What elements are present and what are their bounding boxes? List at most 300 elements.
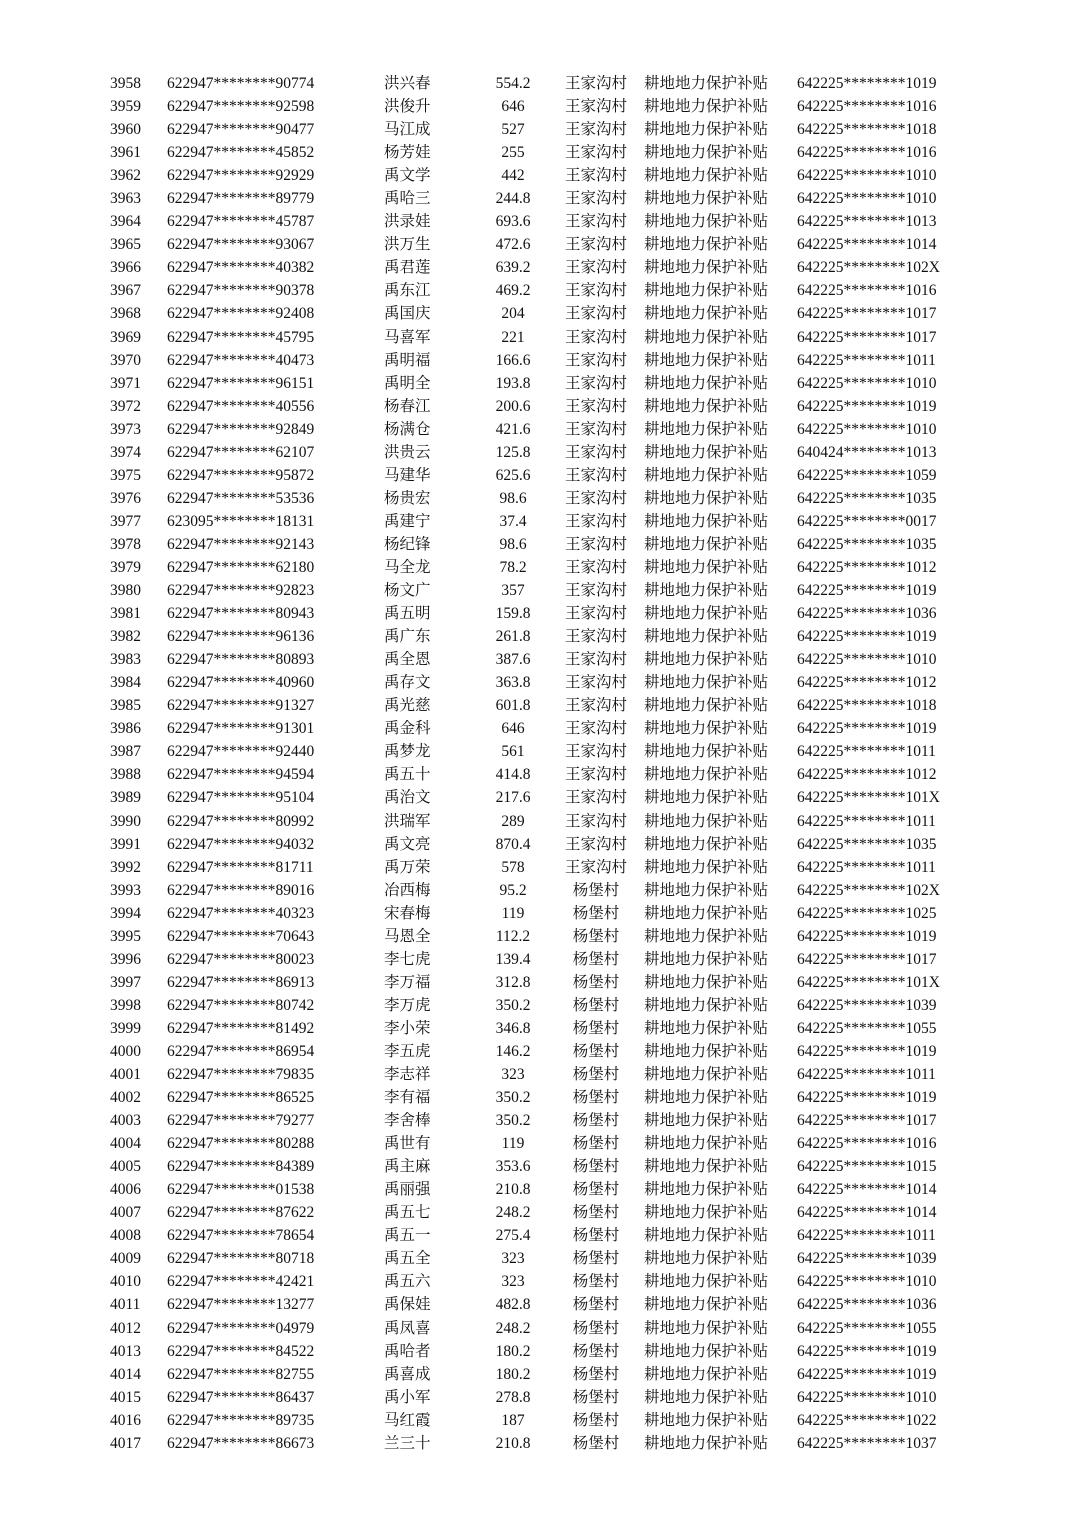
row-number: 3970 bbox=[110, 351, 141, 369]
subsidy-type: 耕地地力保护补贴 bbox=[644, 605, 769, 623]
subsidy-type: 耕地地力保护补贴 bbox=[644, 1112, 769, 1130]
bank-account: 622947********86954 bbox=[167, 1042, 315, 1060]
farmer-name: 禹治文 bbox=[384, 789, 431, 807]
farmer-name: 禹文亮 bbox=[384, 835, 431, 853]
subsidy-amount: 350.2 bbox=[495, 1112, 531, 1130]
row-number: 3991 bbox=[110, 835, 141, 853]
subsidy-type: 耕地地力保护补贴 bbox=[644, 881, 769, 899]
row-number: 4016 bbox=[110, 1411, 141, 1429]
id-number: 642225********1016 bbox=[797, 98, 937, 116]
row-number: 3960 bbox=[110, 121, 141, 139]
row-number: 3962 bbox=[110, 167, 141, 185]
farmer-name: 马建华 bbox=[384, 466, 431, 484]
table-row bbox=[0, 948, 1074, 971]
farmer-name: 洪兴春 bbox=[384, 75, 431, 92]
bank-account: 622947********40382 bbox=[167, 259, 315, 277]
farmer-name: 禹五十 bbox=[384, 766, 431, 784]
subsidy-amount: 357 bbox=[501, 582, 525, 600]
village-name: 王家沟村 bbox=[564, 582, 627, 600]
id-number: 642225********1014 bbox=[797, 1204, 937, 1222]
id-number: 642225********1012 bbox=[797, 674, 937, 692]
subsidy-amount: 554.2 bbox=[495, 75, 531, 92]
bank-account: 622947********13277 bbox=[167, 1296, 315, 1314]
row-number: 3998 bbox=[110, 996, 141, 1014]
table-row bbox=[0, 1040, 1074, 1063]
id-number: 642225********102X bbox=[797, 881, 940, 899]
farmer-name: 杨纪锋 bbox=[384, 535, 431, 553]
id-number: 642225********1011 bbox=[797, 1066, 936, 1084]
bank-account: 622947********89016 bbox=[167, 881, 315, 899]
farmer-name: 禹全恩 bbox=[384, 651, 431, 669]
table-row bbox=[0, 1224, 1074, 1247]
subsidy-amount: 289 bbox=[501, 812, 525, 830]
subsidy-type: 耕地地力保护补贴 bbox=[644, 858, 769, 876]
subsidy-type: 耕地地力保护补贴 bbox=[644, 835, 769, 853]
table-row bbox=[0, 879, 1074, 902]
subsidy-amount: 278.8 bbox=[495, 1388, 531, 1406]
table-row bbox=[0, 833, 1074, 856]
subsidy-type: 耕地地力保护补贴 bbox=[644, 282, 769, 300]
village-name: 王家沟村 bbox=[564, 512, 627, 530]
farmer-name: 禹五一 bbox=[384, 1227, 431, 1245]
subsidy-type: 耕地地力保护补贴 bbox=[644, 1089, 769, 1107]
row-number: 4013 bbox=[110, 1342, 141, 1360]
subsidy-type: 耕地地力保护补贴 bbox=[644, 512, 769, 530]
subsidy-amount: 350.2 bbox=[495, 1089, 531, 1107]
table-row bbox=[0, 395, 1074, 418]
row-number: 4003 bbox=[110, 1112, 141, 1130]
id-number: 642225********1017 bbox=[797, 950, 937, 968]
bank-account: 622947********93067 bbox=[167, 236, 315, 254]
subsidy-type: 耕地地力保护补贴 bbox=[644, 1388, 769, 1406]
id-number: 642225********1037 bbox=[797, 1434, 937, 1452]
table-row bbox=[0, 279, 1074, 302]
subsidy-type: 耕地地力保护补贴 bbox=[644, 904, 769, 922]
farmer-name: 李七虎 bbox=[384, 950, 431, 968]
village-name: 王家沟村 bbox=[564, 282, 627, 300]
subsidy-amount: 363.8 bbox=[495, 674, 531, 692]
subsidy-amount: 221 bbox=[501, 328, 525, 346]
bank-account: 622947********45795 bbox=[167, 328, 315, 346]
subsidy-amount: 646 bbox=[501, 98, 525, 116]
farmer-name: 李志祥 bbox=[384, 1066, 431, 1084]
subsidy-type: 耕地地力保护补贴 bbox=[644, 420, 769, 438]
row-number: 3975 bbox=[110, 466, 141, 484]
village-name: 王家沟村 bbox=[564, 835, 627, 853]
id-number: 642225********1055 bbox=[797, 1019, 937, 1037]
id-number: 642225********1017 bbox=[797, 305, 937, 323]
bank-account: 622947********94594 bbox=[167, 766, 315, 784]
village-name: 王家沟村 bbox=[564, 305, 627, 323]
subsidy-type: 耕地地力保护补贴 bbox=[644, 558, 769, 576]
bank-account: 622947********92143 bbox=[167, 535, 315, 553]
subsidy-type: 耕地地力保护补贴 bbox=[644, 789, 769, 807]
farmer-name: 杨芳娃 bbox=[384, 144, 431, 162]
row-number: 3973 bbox=[110, 420, 141, 438]
village-name: 王家沟村 bbox=[564, 213, 627, 231]
village-name: 杨堡村 bbox=[572, 1250, 620, 1268]
row-number: 3981 bbox=[110, 605, 141, 623]
row-number: 3964 bbox=[110, 213, 141, 231]
table-row bbox=[0, 1109, 1074, 1132]
id-number: 642225********1015 bbox=[797, 1158, 937, 1176]
row-number: 4004 bbox=[110, 1135, 141, 1153]
bank-account: 622947********45852 bbox=[167, 144, 315, 162]
id-number: 642225********1019 bbox=[797, 720, 937, 738]
table-row bbox=[0, 902, 1074, 925]
subsidy-amount: 353.6 bbox=[495, 1158, 531, 1176]
bank-account: 622947********86913 bbox=[167, 973, 315, 991]
village-name: 杨堡村 bbox=[572, 1365, 620, 1383]
id-number: 642225********1011 bbox=[797, 351, 936, 369]
subsidy-amount: 119 bbox=[501, 1135, 525, 1153]
village-name: 杨堡村 bbox=[572, 1227, 620, 1245]
subsidy-amount: 210.8 bbox=[495, 1181, 531, 1199]
farmer-name: 禹哈三 bbox=[384, 190, 431, 208]
table-row bbox=[0, 763, 1074, 786]
bank-account: 622947********92929 bbox=[167, 167, 315, 185]
village-name: 杨堡村 bbox=[572, 1388, 620, 1406]
bank-account: 622947********79835 bbox=[167, 1066, 315, 1084]
row-number: 3995 bbox=[110, 927, 141, 945]
subsidy-amount: 561 bbox=[501, 743, 525, 761]
id-number: 642225********1019 bbox=[797, 1042, 937, 1060]
subsidy-type: 耕地地力保护补贴 bbox=[644, 1227, 769, 1245]
village-name: 王家沟村 bbox=[564, 75, 627, 92]
row-number: 3974 bbox=[110, 443, 141, 461]
row-number: 4005 bbox=[110, 1158, 141, 1176]
subsidy-type: 耕地地力保护补贴 bbox=[644, 996, 769, 1014]
table-row bbox=[0, 349, 1074, 372]
village-name: 杨堡村 bbox=[572, 1273, 620, 1291]
subsidy-type: 耕地地力保护补贴 bbox=[644, 1411, 769, 1429]
bank-account: 622947********80288 bbox=[167, 1135, 315, 1153]
village-name: 杨堡村 bbox=[572, 1434, 620, 1452]
table-row bbox=[0, 925, 1074, 948]
row-number: 3976 bbox=[110, 489, 141, 507]
id-number: 642225********1010 bbox=[797, 167, 937, 185]
bank-account: 622947********92849 bbox=[167, 420, 315, 438]
subsidy-amount: 244.8 bbox=[495, 190, 531, 208]
subsidy-type: 耕地地力保护补贴 bbox=[644, 213, 769, 231]
table-row bbox=[0, 1155, 1074, 1178]
farmer-name: 冶西梅 bbox=[384, 881, 431, 899]
farmer-name: 禹明福 bbox=[384, 351, 431, 369]
bank-account: 622947********40473 bbox=[167, 351, 315, 369]
subsidy-amount: 870.4 bbox=[495, 835, 531, 853]
farmer-name: 宋春梅 bbox=[384, 904, 431, 922]
farmer-name: 马全龙 bbox=[384, 558, 431, 576]
village-name: 王家沟村 bbox=[564, 720, 627, 738]
village-name: 王家沟村 bbox=[564, 489, 627, 507]
farmer-name: 李舍棒 bbox=[384, 1112, 431, 1130]
farmer-name: 洪瑞军 bbox=[384, 812, 431, 830]
farmer-name: 禹喜成 bbox=[384, 1365, 431, 1383]
subsidy-type: 耕地地力保护补贴 bbox=[644, 351, 769, 369]
row-number: 4015 bbox=[110, 1388, 141, 1406]
village-name: 王家沟村 bbox=[564, 466, 627, 484]
id-number: 642225********1010 bbox=[797, 420, 937, 438]
table-row bbox=[0, 1317, 1074, 1340]
row-number: 4011 bbox=[110, 1296, 141, 1314]
subsidy-type: 耕地地力保护补贴 bbox=[644, 328, 769, 346]
subsidy-type: 耕地地力保护补贴 bbox=[644, 144, 769, 162]
bank-account: 622947********80023 bbox=[167, 950, 315, 968]
subsidy-amount: 119 bbox=[501, 904, 525, 922]
subsidy-type: 耕地地力保护补贴 bbox=[644, 674, 769, 692]
farmer-name: 李五虎 bbox=[384, 1042, 431, 1060]
subsidy-type: 耕地地力保护补贴 bbox=[644, 1250, 769, 1268]
id-number: 642225********0017 bbox=[797, 512, 937, 530]
table-row bbox=[0, 1409, 1074, 1432]
farmer-name: 禹五七 bbox=[384, 1204, 431, 1222]
id-number: 642225********102X bbox=[797, 259, 940, 277]
farmer-name: 洪万生 bbox=[384, 236, 431, 254]
subsidy-type: 耕地地力保护补贴 bbox=[644, 720, 769, 738]
subsidy-type: 耕地地力保护补贴 bbox=[644, 1273, 769, 1291]
farmer-name: 禹君莲 bbox=[384, 259, 431, 277]
subsidy-amount: 578 bbox=[501, 858, 525, 876]
village-name: 王家沟村 bbox=[564, 628, 627, 646]
table-row bbox=[0, 510, 1074, 533]
subsidy-type: 耕地地力保护补贴 bbox=[644, 466, 769, 484]
row-number: 3990 bbox=[110, 812, 141, 830]
bank-account: 622947********92598 bbox=[167, 98, 315, 116]
village-name: 杨堡村 bbox=[572, 996, 620, 1014]
village-name: 王家沟村 bbox=[564, 121, 627, 139]
bank-account: 622947********80992 bbox=[167, 812, 315, 830]
id-number: 642225********1011 bbox=[797, 1227, 936, 1245]
table-row bbox=[0, 1063, 1074, 1086]
farmer-name: 禹五六 bbox=[384, 1273, 431, 1291]
subsidy-amount: 693.6 bbox=[495, 213, 531, 231]
village-name: 杨堡村 bbox=[572, 1089, 620, 1107]
id-number: 642225********1010 bbox=[797, 1388, 937, 1406]
subsidy-amount: 255 bbox=[501, 144, 525, 162]
bank-account: 622947********87622 bbox=[167, 1204, 315, 1222]
id-number: 642225********1025 bbox=[797, 904, 937, 922]
table-row bbox=[0, 1363, 1074, 1386]
farmer-name: 洪贵云 bbox=[384, 443, 431, 461]
row-number: 4017 bbox=[110, 1434, 141, 1452]
subsidy-type: 耕地地力保护补贴 bbox=[644, 1342, 769, 1360]
row-number: 4009 bbox=[110, 1250, 141, 1268]
subsidy-type: 耕地地力保护补贴 bbox=[644, 489, 769, 507]
farmer-name: 杨贵宏 bbox=[384, 489, 431, 507]
farmer-name: 禹明全 bbox=[384, 374, 431, 392]
farmer-name: 马江成 bbox=[384, 121, 431, 139]
id-number: 642225********1012 bbox=[797, 558, 937, 576]
row-number: 3982 bbox=[110, 628, 141, 646]
id-number: 642225********1019 bbox=[797, 75, 937, 92]
id-number: 642225********1013 bbox=[797, 213, 937, 231]
id-number: 642225********1055 bbox=[797, 1319, 937, 1337]
subsidy-amount: 159.8 bbox=[495, 605, 531, 623]
subsidy-type: 耕地地力保护补贴 bbox=[644, 651, 769, 669]
subsidy-amount: 248.2 bbox=[495, 1319, 531, 1337]
bank-account: 622947********62180 bbox=[167, 558, 315, 576]
village-name: 王家沟村 bbox=[564, 535, 627, 553]
table-row bbox=[0, 1086, 1074, 1109]
bank-account: 622947********82755 bbox=[167, 1365, 315, 1383]
bank-account: 622947********90774 bbox=[167, 75, 315, 92]
subsidy-type: 耕地地力保护补贴 bbox=[644, 1319, 769, 1337]
table-row bbox=[0, 233, 1074, 256]
farmer-name: 洪俊升 bbox=[384, 98, 431, 116]
table-row bbox=[0, 1201, 1074, 1224]
village-name: 杨堡村 bbox=[572, 1204, 620, 1222]
subsidy-amount: 639.2 bbox=[495, 259, 531, 277]
id-number: 642225********1019 bbox=[797, 1342, 937, 1360]
table-row bbox=[0, 302, 1074, 325]
subsidy-amount: 414.8 bbox=[495, 766, 531, 784]
subsidy-type: 耕地地力保护补贴 bbox=[644, 1181, 769, 1199]
village-name: 王家沟村 bbox=[564, 259, 627, 277]
bank-account: 622947********70643 bbox=[167, 927, 315, 945]
village-name: 王家沟村 bbox=[564, 605, 627, 623]
subsidy-type: 耕地地力保护补贴 bbox=[644, 167, 769, 185]
bank-account: 622947********80718 bbox=[167, 1250, 315, 1268]
id-number: 642225********1010 bbox=[797, 374, 937, 392]
subsidy-amount: 248.2 bbox=[495, 1204, 531, 1222]
table-row bbox=[0, 256, 1074, 279]
village-name: 杨堡村 bbox=[572, 881, 620, 899]
row-number: 3965 bbox=[110, 236, 141, 254]
table-row bbox=[0, 72, 1074, 95]
farmer-name: 禹建宁 bbox=[384, 512, 431, 530]
farmer-name: 马红霞 bbox=[384, 1411, 431, 1429]
farmer-name: 禹世有 bbox=[384, 1135, 431, 1153]
farmer-name: 洪录娃 bbox=[384, 213, 431, 231]
row-number: 3989 bbox=[110, 789, 141, 807]
subsidy-amount: 646 bbox=[501, 720, 525, 738]
village-name: 杨堡村 bbox=[572, 1019, 620, 1037]
table-row bbox=[0, 740, 1074, 763]
bank-account: 622947********40556 bbox=[167, 397, 315, 415]
row-number: 3958 bbox=[110, 75, 141, 92]
bank-account: 622947********96136 bbox=[167, 628, 315, 646]
row-number: 3994 bbox=[110, 904, 141, 922]
bank-account: 622947********62107 bbox=[167, 443, 315, 461]
id-number: 642225********1016 bbox=[797, 144, 937, 162]
subsidy-amount: 387.6 bbox=[495, 651, 531, 669]
bank-account: 622947********40960 bbox=[167, 674, 315, 692]
subsidy-amount: 472.6 bbox=[495, 236, 531, 254]
subsidy-amount: 421.6 bbox=[495, 420, 531, 438]
subsidy-type: 耕地地力保护补贴 bbox=[644, 236, 769, 254]
bank-account: 622947********80742 bbox=[167, 996, 315, 1014]
subsidy-type: 耕地地力保护补贴 bbox=[644, 305, 769, 323]
id-number: 642225********1016 bbox=[797, 282, 937, 300]
id-number: 642225********1019 bbox=[797, 927, 937, 945]
table-row bbox=[0, 1132, 1074, 1155]
id-number: 642225********1011 bbox=[797, 743, 936, 761]
row-number: 3971 bbox=[110, 374, 141, 392]
subsidy-type: 耕地地力保护补贴 bbox=[644, 812, 769, 830]
row-number: 3987 bbox=[110, 743, 141, 761]
table-row bbox=[0, 671, 1074, 694]
table-row bbox=[0, 464, 1074, 487]
bank-account: 622947********81492 bbox=[167, 1019, 315, 1037]
subsidy-amount: 37.4 bbox=[499, 512, 527, 530]
subsidy-type: 耕地地力保护补贴 bbox=[644, 535, 769, 553]
bank-account: 622947********91327 bbox=[167, 697, 315, 715]
row-number: 4010 bbox=[110, 1273, 141, 1291]
table-row bbox=[0, 971, 1074, 994]
id-number: 642225********1035 bbox=[797, 835, 937, 853]
table-row bbox=[0, 141, 1074, 164]
id-number: 642225********1016 bbox=[797, 1135, 937, 1153]
subsidy-type: 耕地地力保护补贴 bbox=[644, 443, 769, 461]
id-number: 642225********1018 bbox=[797, 121, 937, 139]
subsidy-type: 耕地地力保护补贴 bbox=[644, 697, 769, 715]
row-number: 3986 bbox=[110, 720, 141, 738]
table-row bbox=[0, 694, 1074, 717]
farmer-name: 禹文学 bbox=[384, 167, 431, 185]
id-number: 642225********1014 bbox=[797, 1181, 937, 1199]
table-row bbox=[0, 648, 1074, 671]
subsidy-type: 耕地地力保护补贴 bbox=[644, 1434, 769, 1452]
farmer-name: 禹小军 bbox=[384, 1388, 431, 1406]
farmer-name: 禹国庆 bbox=[384, 305, 431, 323]
id-number: 642225********1039 bbox=[797, 1250, 937, 1268]
village-name: 王家沟村 bbox=[564, 236, 627, 254]
subsidy-type: 耕地地力保护补贴 bbox=[644, 1365, 769, 1383]
table-row bbox=[0, 602, 1074, 625]
village-name: 王家沟村 bbox=[564, 743, 627, 761]
id-number: 642225********101X bbox=[797, 973, 940, 991]
village-name: 杨堡村 bbox=[572, 1296, 620, 1314]
village-name: 王家沟村 bbox=[564, 558, 627, 576]
subsidy-amount: 323 bbox=[501, 1250, 525, 1268]
subsidy-type: 耕地地力保护补贴 bbox=[644, 743, 769, 761]
row-number: 3979 bbox=[110, 558, 141, 576]
id-number: 642225********1017 bbox=[797, 1112, 937, 1130]
table-row bbox=[0, 994, 1074, 1017]
row-number: 3988 bbox=[110, 766, 141, 784]
village-name: 王家沟村 bbox=[564, 190, 627, 208]
farmer-name: 禹广东 bbox=[384, 628, 431, 646]
bank-account: 622947********90477 bbox=[167, 121, 315, 139]
table-row bbox=[0, 1017, 1074, 1040]
bank-account: 622947********90378 bbox=[167, 282, 315, 300]
subsidy-amount: 261.8 bbox=[495, 628, 531, 646]
farmer-name: 禹光慈 bbox=[384, 697, 431, 715]
subsidy-amount: 180.2 bbox=[495, 1365, 531, 1383]
row-number: 3967 bbox=[110, 282, 141, 300]
bank-account: 622947********84522 bbox=[167, 1342, 315, 1360]
village-name: 杨堡村 bbox=[572, 1158, 620, 1176]
subsidy-amount: 95.2 bbox=[499, 881, 527, 899]
bank-account: 622947********96151 bbox=[167, 374, 315, 392]
subsidy-amount: 527 bbox=[501, 121, 525, 139]
bank-account: 623095********18131 bbox=[167, 512, 315, 530]
table-row bbox=[0, 1247, 1074, 1270]
subsidy-amount: 442 bbox=[501, 167, 525, 185]
bank-account: 622947********91301 bbox=[167, 720, 315, 738]
id-number: 642225********1036 bbox=[797, 605, 937, 623]
subsidy-amount: 350.2 bbox=[495, 996, 531, 1014]
subsidy-amount: 346.8 bbox=[495, 1019, 531, 1037]
subsidy-amount: 98.6 bbox=[499, 489, 527, 507]
bank-account: 622947********86525 bbox=[167, 1089, 315, 1107]
subsidy-amount: 193.8 bbox=[495, 374, 531, 392]
bank-account: 622947********89735 bbox=[167, 1411, 315, 1429]
row-number: 3966 bbox=[110, 259, 141, 277]
id-number: 642225********1035 bbox=[797, 535, 937, 553]
village-name: 杨堡村 bbox=[572, 1319, 620, 1337]
subsidy-type: 耕地地力保护补贴 bbox=[644, 1135, 769, 1153]
